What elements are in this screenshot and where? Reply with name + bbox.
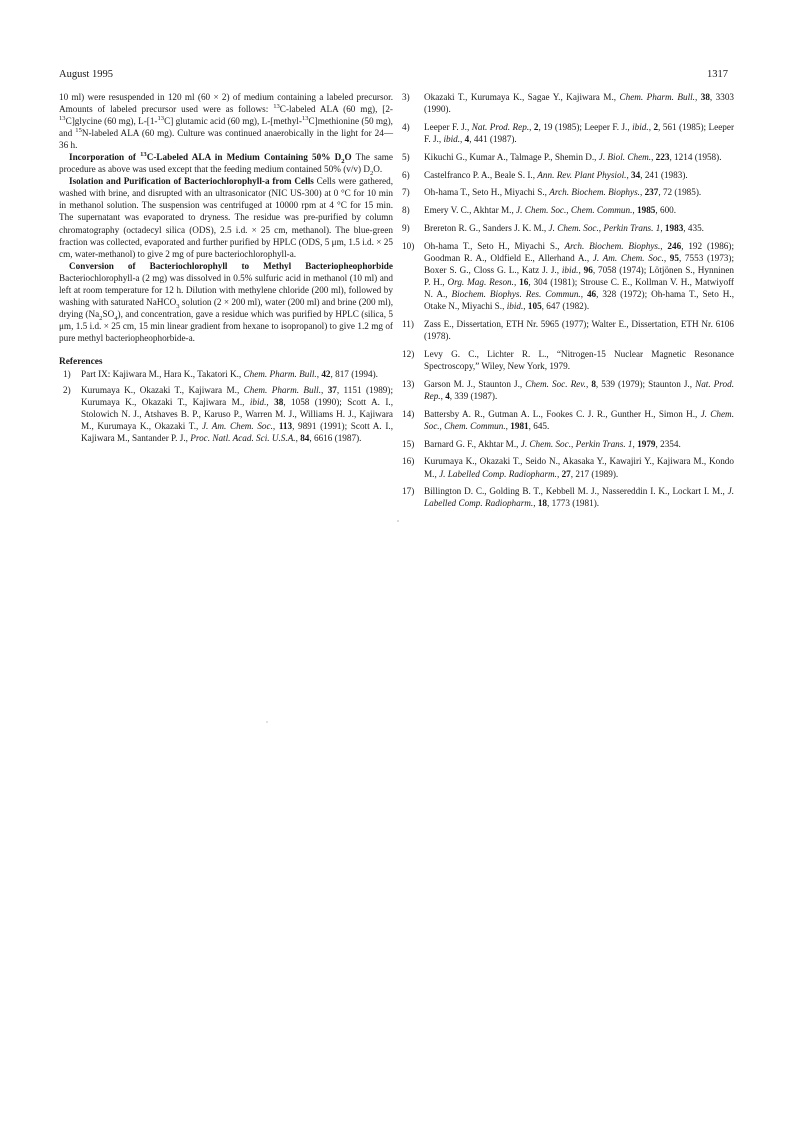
reference-5: 5) Kikuchi G., Kumar A., Talmage P., Shemin D., J. Biol. Chem., 223, 1214 (1958).: [402, 151, 722, 162]
reference-13: 13) Garson M. J., Staunton J., Chem. Soc. Rev., 8, 539 (1979); Staunton J., Nat. Prod. Rep., 4, 339 (1987).: [402, 378, 735, 401]
reference-6: 6) Castelfranco P. A., Beale S. I., Ann. Rev. Plant Physiol., 34, 241 (1983).: [402, 169, 688, 180]
paragraph-precursor-amounts: 10 ml) were resuspended in 120 ml (60 × 2) of medium containing a labeled precursor. Amounts of labeled precursor used were as follows: $^{13}$C-labeled ALA (60 mg), [2-$^{13}$C]glycine (60 mg), L-[1-$^{13}$C] glutamic acid (60 mg), L-[methyl-$^{13}$C]methionine (50 mg), and $^{15}$N-labeled ALA (60 mg). Culture was continued anaerobically in the light for 24—36 h.: [59, 92, 394, 151]
right-column: [400, 91, 734, 515]
paragraph-incorporation-d2o: Incorporation of $^{13}$C-Labeled ALA in Medium Containing 50% $D_2O$ The same procedure as above was used except that the feeding medium contained 50% (v/v) $D_2O$.: [59, 151, 394, 178]
section-heading-isolation: Isolation and Purification of Bacteriochlorophyll-a from Cells: [69, 176, 314, 187]
reference-14: 14) Battersby A. R., Gutman A. L., Fookes C. J. R., Gunther H., Simon H., J. Chem. Soc., Chem. Commun., 1981, 645.: [402, 408, 734, 431]
scan-speck: [397, 520, 399, 522]
reference-2: 2) Kurumaya K., Okazaki T., Kajiwara M., Chem. Pharm. Bull., 37, 1151 (1989); Kurumaya K., Okazaki T., Kajiwara M., ibid., 38, 1058 (1990); Scott A. I., Stolowich N. J., Atshaves B. P., Karuso P., Warren M. J., Williams H. J., Kajiwara M., Kurumaya K., Okazaki T., J. Am. Chem. Soc., 113, 9891 (1991); Scott A. I., Kajiwara M., Santander P. J., Proc. Natl. Acad. Sci. U.S.A., 84, 6616 (1987).: [63, 384, 394, 443]
page-number: 1317: [707, 69, 728, 80]
reference-7: 7) Oh-hama T., Seto H., Miyachi S., Arch. Biochem. Biophys., 237, 72 (1985).: [402, 187, 702, 198]
reference-12: 12) Levy G. C., Lichter R. L., “Nitrogen-15 Nuclear Magnetic Resonance Spectroscopy,” Wiley, New York, 1979.: [402, 348, 734, 372]
reference-4: 4) Leeper F. J., Nat. Prod. Rep., 2, 19 (1985); Leeper F. J., ibid., 2, 561 (1985); Leeper F. J., ibid., 4, 441 (1987).: [402, 121, 735, 144]
reference-17: 17) Billington D. C., Golding B. T., Kebbell M. J., Nassereddin I. K., Lockart I. M., J. Labelled Comp. Radiopharm., 18, 1773 (1981).: [402, 486, 734, 509]
paragraph-isolation: Isolation and Purification of Bacteriochlorophyll-a from Cells Cells were gathered, washed with brine, and disrupted with an ultrasonicator (NIC US-300) at 0 °C for 10 min in methanol solution. The suspension was centrifuged at 10000 rpm at 4 °C for 15 min. The supernatant was evaporated to dryness. The residue was pre-purified by column chromatography (octadecyl silica (ODS), 2.5 i.d. × 25 cm, methanol). The blue-green fraction was collected, evaporated and further purified by HPLC (ODS, 5 μm, 1.5 i.d. × 25 cm, water-methanol) to give 2 mg of pure bacteriochlorophyll-a.: [59, 176, 393, 259]
references-heading: References: [59, 356, 103, 367]
section-heading-incorporation: Incorporation of $^{13}$C-Labeled ALA in Medium Containing 50% $D_2O$: [69, 151, 352, 166]
scan-speck: [266, 721, 268, 723]
reference-3: 3) Okazaki T., Kurumaya K., Sagae Y., Kajiwara M., Chem. Pharm. Bull., 38, 3303 (1990).: [402, 92, 735, 115]
paragraph-conversion: Conversion of Bacteriochlorophyll to Methyl Bacteriopheophorbide Bacteriochlorophyll-a (2 mg) was dissolved in 0.5% sulfuric acid in methanol (10 ml) and left at room temperature for 12 h. Dilution with methylene chloride (200 ml), followed by washing with saturated NaHCO$_3$ solution (2 × 200 ml), water (200 ml) and brine (200 ml), drying $(Na_2SO_4)$, and concentration, gave a residue which was purified by HPLC (silica, 5 μm, 1.5 i.d. × 25 cm, 15 min linear gradient from hexane to isopropanol) to give 1.2 mg of pure methyl bacteriopheophorbide-a.: [59, 260, 393, 343]
running-header-date: August 1995: [59, 69, 113, 80]
reference-8: 8) Emery V. C., Akhtar M., J. Chem. Soc., Chem. Commun., 1985, 600.: [402, 205, 677, 216]
reference-1: 1) Part IX: Kajiwara M., Hara K., Takatori K., Chem. Pharm. Bull., 42, 817 (1994).: [63, 369, 378, 380]
reference-16: 16) Kurumaya K., Okazaki T., Seido N., Akasaka Y., Kawajiri Y., Kajiwara M., Kondo M., J. Labelled Comp. Radiopharm., 27, 217 (1989).: [402, 456, 734, 479]
section-heading-conversion: Conversion of Bacteriochlorophyll to Methyl Bacteriopheophorbide: [69, 260, 393, 271]
reference-9: 9) Brereton R. G., Sanders J. K. M., J. Chem. Soc., Perkin Trans. 1, 1983, 435.: [402, 223, 704, 234]
left-column: [59, 91, 393, 447]
reference-10: 10) Oh-hama T., Seto H., Miyachi S., Arch. Biochem. Biophys., 246, 192 (1986); Goodman R. A., Oldfield E., Allerhand A., J. Am. Chem. Soc., 95, 7553 (1973); Boxer S. G., Closs G. L., Katz J. J., ibid., 96, 7058 (1974); Lötjönen S., Hynninen P. H., Org. Mag. Reson., 16, 304 (1981); Strouse C. E., Kollman V. H., Matwiyoff N. A., Biochem. Biophys. Res. Commun., 46, 328 (1972); Oh-hama T., Seto H., Otake N., Miyachi S., ibid., 105, 647 (1982).: [402, 241, 735, 312]
reference-11: 11) Zass E., Dissertation, ETH Nr. 5965 (1977); Walter E., Dissertation, ETH Nr. 6106 (1978).: [402, 319, 734, 342]
reference-15: 15) Barnard G. F., Akhtar M., J. Chem. Soc., Perkin Trans. 1, 1979, 2354.: [402, 438, 681, 449]
